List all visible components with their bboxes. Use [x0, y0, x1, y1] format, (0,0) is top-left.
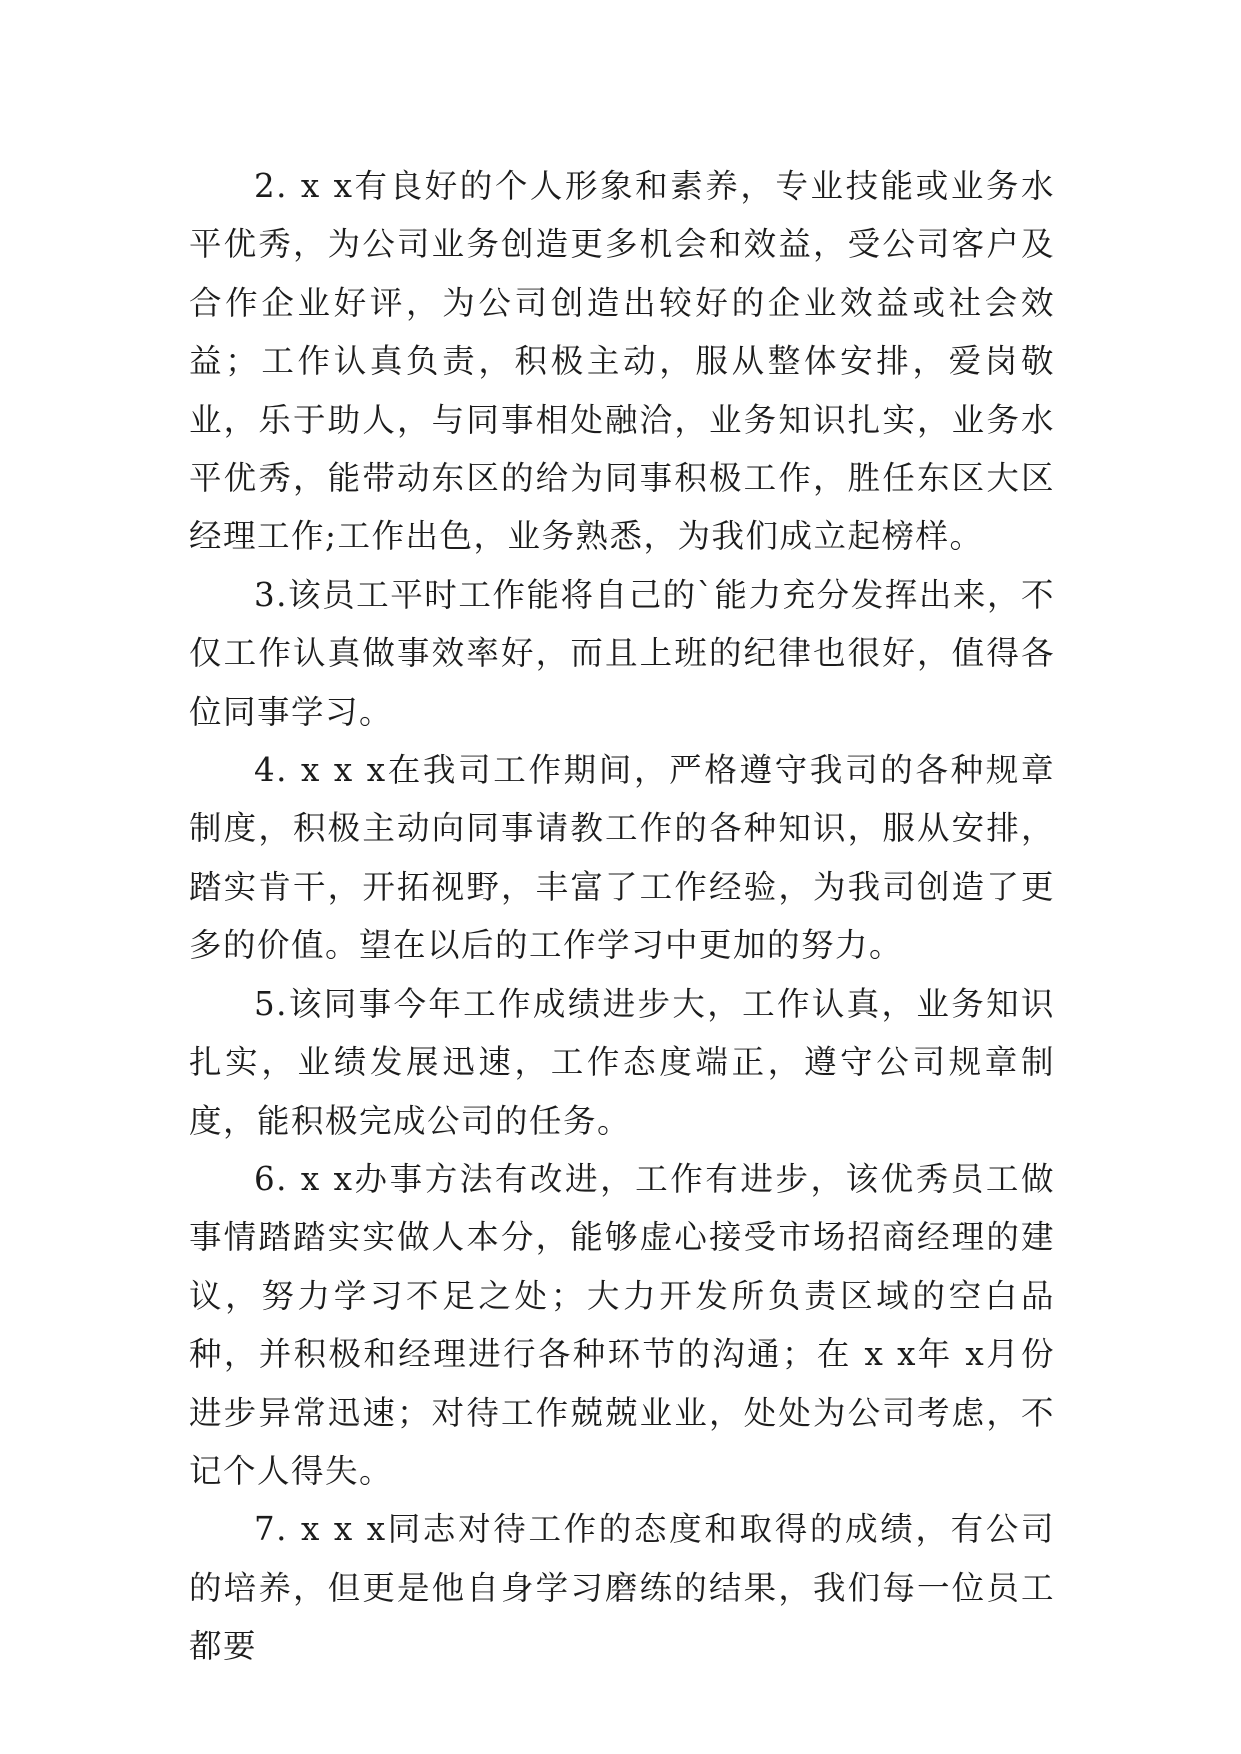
document-body: [189, 157, 1055, 1676]
paragraph-3: 3.该员工平时工作能将自己的`能力充分发挥出来，不仅工作认真做事效率好，而且上班的纪律也很好，值得各位同事学习。: [189, 575, 1055, 731]
paragraph-6: 6. x x办事方法有改进，工作有进步，该优秀员工做事情踏踏实实做人本分，能够虚心接受市场招商经理的建议，努力学习不足之处；大力开发所负责区域的空白品种，并积极和经理进行各种环节的沟通；在 x x年 x月份进步异常迅速；对待工作兢兢业业，处处为公司考虑，不记个人得失。: [189, 1159, 1055, 1490]
paragraph-5: 5.该同事今年工作成绩进步大，工作认真，业务知识扎实，业绩发展迅速，工作态度端正，遵守公司规章制度，能积极完成公司的任务。: [189, 984, 1055, 1140]
paragraph-2: 2. x x有良好的个人形象和素养，专业技能或业务水平优秀，为公司业务创造更多机会和效益，受公司客户及合作企业好评，为公司创造出较好的企业效益或社会效益；工作认真负责，积极主动，服从整体安排，爱岗敬业，乐于助人，与同事相处融洽，业务知识扎实，业务水平优秀，能带动东区的给为同事积极工作，胜任东区大区经理工作;工作出色，业务熟悉，为我们成立起榜样。: [189, 167, 1055, 556]
paragraph-7: 7. x x x同志对待工作的态度和取得的成绩，有公司的培养，但更是他自身学习磨练的结果，我们每一位员工都要: [189, 1510, 1055, 1666]
paragraph-4: 4. x x x在我司工作期间，严格遵守我司的各种规章制度，积极主动向同事请教工作的各种知识，服从安排，踏实肯干，开拓视野，丰富了工作经验，为我司创造了更多的价值。望在以后的工作学习中更加的努力。: [189, 751, 1055, 965]
